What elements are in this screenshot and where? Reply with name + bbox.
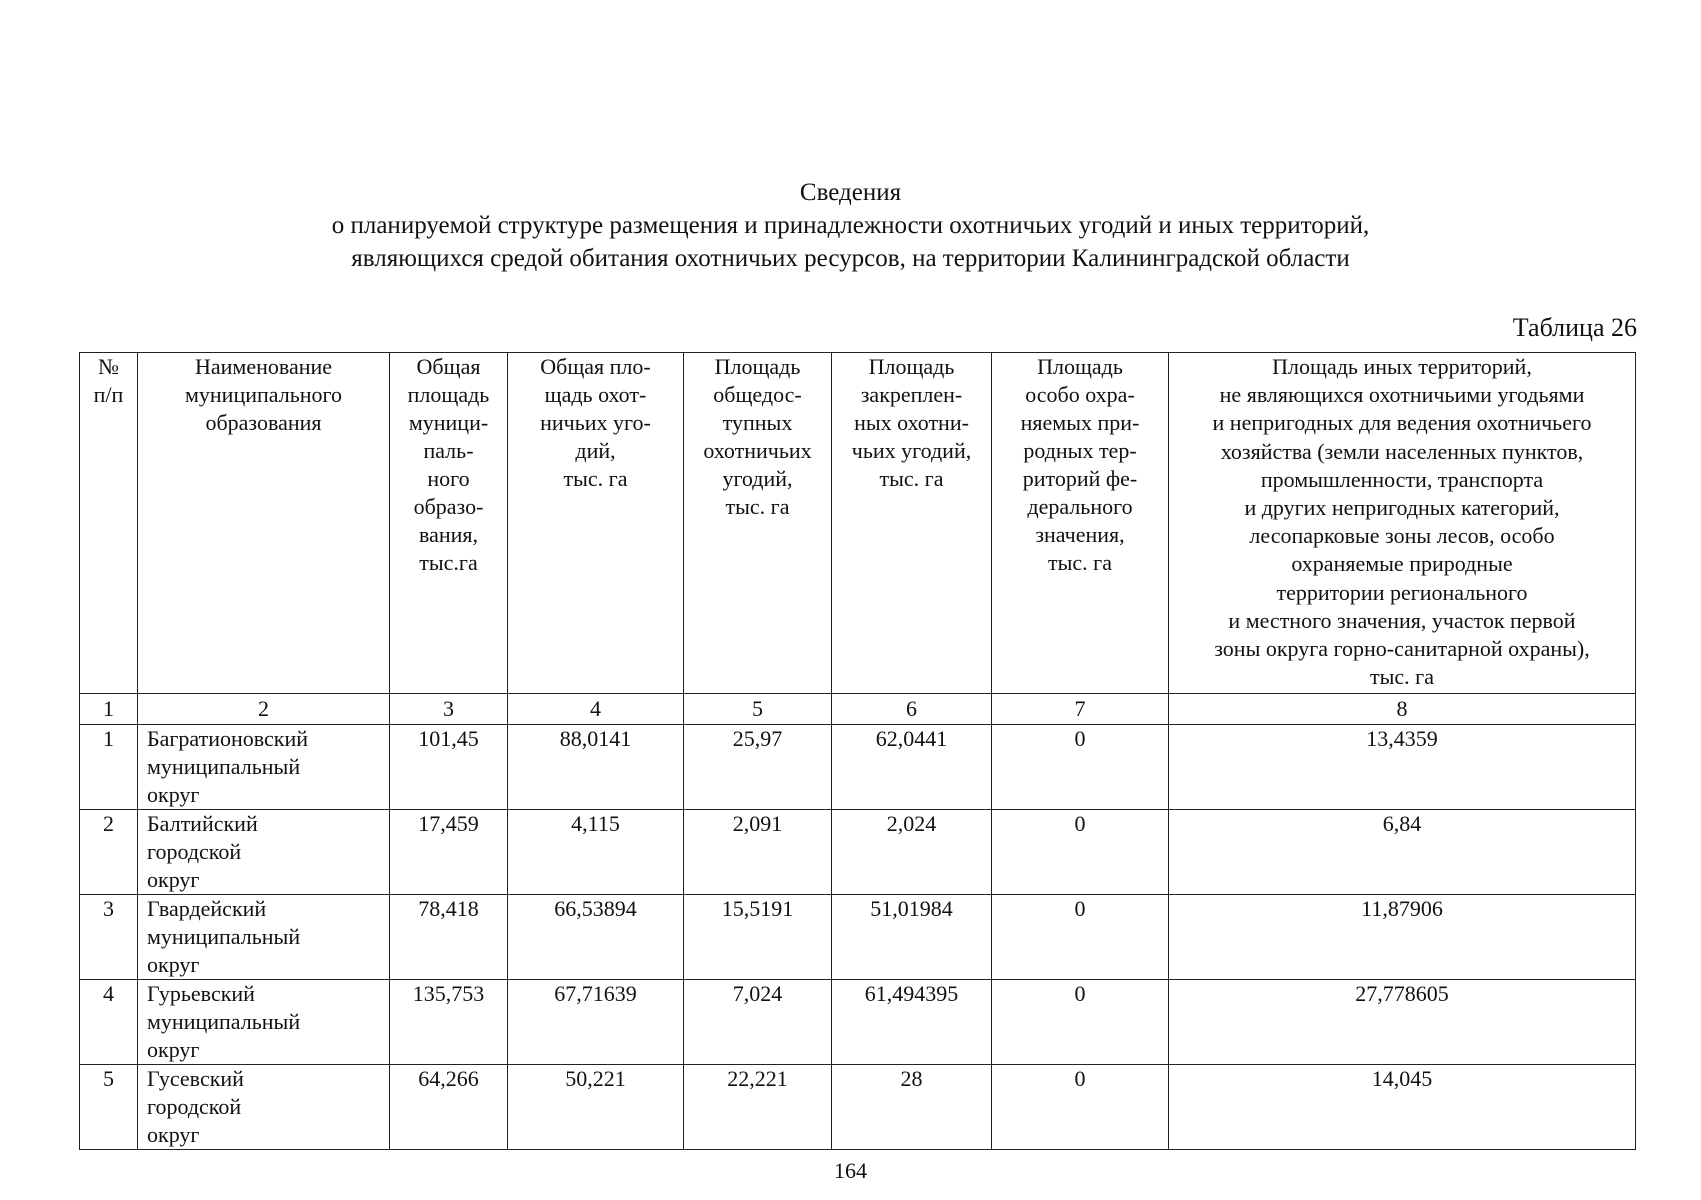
cell-text-line: городской <box>147 1094 242 1119</box>
title-line-2: о планируемой структуре размещения и принадлежности охотничьих угодий и иных территорий, <box>331 212 1370 239</box>
cell-text-line: Площадь <box>1037 354 1123 379</box>
other-area: 14,045 <box>1169 1065 1636 1150</box>
cell-text-line: Площадь <box>868 354 955 379</box>
row-number: 5 <box>80 1065 138 1150</box>
other-area: 13,4359 <box>1169 725 1636 810</box>
document-title <box>0 176 1701 275</box>
cell-text-line: тыс. га <box>1370 664 1434 690</box>
column-number: 1 <box>80 694 138 725</box>
cell-text-line: городской <box>147 839 242 864</box>
header-row <box>80 353 1636 694</box>
cell-text-line: паль- <box>423 438 474 463</box>
header-c7 <box>992 353 1169 694</box>
cell-text-line: закреплен- <box>860 382 963 407</box>
cell-text-line: Наименование <box>194 354 333 379</box>
header-c6 <box>832 353 992 694</box>
cell-text-line: округ <box>147 1122 200 1147</box>
cell-text-line: дерального <box>1027 494 1133 519</box>
cell-text-line: округ <box>147 1037 200 1062</box>
cell-text-line: № <box>98 354 119 379</box>
hunting-area: 50,221 <box>508 1065 684 1150</box>
cell-text-line: округ <box>147 952 200 977</box>
column-number: 4 <box>508 694 684 725</box>
cell-text-line: дий, <box>575 438 616 463</box>
table-row <box>80 980 1636 1065</box>
column-number: 5 <box>684 694 832 725</box>
cell-text-line: хозяйства (земли населенных пунктов, <box>1220 438 1584 464</box>
cell-text-line: вания, <box>418 522 479 547</box>
total-area: 135,753 <box>390 980 508 1065</box>
cell-text-line: ного <box>427 466 470 491</box>
cell-text-line: Гвардейский <box>147 896 267 921</box>
cell-text-line: образования <box>205 410 322 435</box>
cell-text-line: Общая пло- <box>540 354 651 379</box>
public-hunting-area: 7,024 <box>684 980 832 1065</box>
cell-text-line: тыс. га <box>563 466 628 491</box>
column-number: 6 <box>832 694 992 725</box>
protected-area: 0 <box>992 810 1169 895</box>
assigned-hunting-area: 61,494395 <box>832 980 992 1065</box>
cell-text-line: тыс. га <box>879 466 944 491</box>
column-number: 3 <box>390 694 508 725</box>
cell-text-line: п/п <box>93 382 124 407</box>
protected-area: 0 <box>992 1065 1169 1150</box>
protected-area: 0 <box>992 980 1169 1065</box>
cell-text-line: муници- <box>408 410 489 435</box>
assigned-hunting-area: 62,0441 <box>832 725 992 810</box>
assigned-hunting-area: 2,024 <box>832 810 992 895</box>
cell-text-line: Гусевский <box>147 1066 244 1091</box>
page-number: 164 <box>834 1158 867 1183</box>
cell-text-line: риторий фе- <box>1022 466 1138 491</box>
cell-text-line: не являющихся охотничьими угодьями <box>1219 382 1585 408</box>
cell-text-line: общедос- <box>713 382 802 407</box>
cell-text-line: охраняемые природные <box>1291 551 1513 577</box>
other-area: 6,84 <box>1169 810 1636 895</box>
header-c4 <box>508 353 684 694</box>
row-number: 2 <box>80 810 138 895</box>
cell-text-line: Гурьевский <box>147 981 255 1006</box>
cell-text-line: муниципальный <box>147 1009 301 1034</box>
cell-text-line: лесопарковые зоны лесов, особо <box>1249 523 1555 549</box>
cell-text-line: Багратионовский <box>147 726 309 751</box>
total-area: 78,418 <box>390 895 508 980</box>
assigned-hunting-area: 51,01984 <box>832 895 992 980</box>
municipality-name <box>138 980 390 1065</box>
title-line-3: являющихся средой обитания охотничьих ресурсов, на территории Калининградской области <box>351 245 1350 272</box>
header-c1 <box>80 353 138 694</box>
cell-text-line: чьих угодий, <box>851 438 972 463</box>
table-row <box>80 1065 1636 1150</box>
total-area: 101,45 <box>390 725 508 810</box>
cell-text-line: тыс.га <box>419 550 478 575</box>
header-c8 <box>1169 353 1636 694</box>
cell-text-line: особо охра- <box>1025 382 1135 407</box>
cell-text-line: площадь <box>407 382 490 407</box>
column-number-row <box>80 694 1636 725</box>
row-number: 3 <box>80 895 138 980</box>
cell-text-line: и других непригодных категорий, <box>1244 495 1560 521</box>
hunting-area: 4,115 <box>508 810 684 895</box>
cell-text-line: тыс. га <box>1048 550 1112 575</box>
cell-text-line: няемых при- <box>1020 410 1140 435</box>
total-area: 17,459 <box>390 810 508 895</box>
column-number: 2 <box>138 694 390 725</box>
table-row <box>80 810 1636 895</box>
header-c3 <box>390 353 508 694</box>
cell-text-line: Площадь <box>714 354 801 379</box>
cell-text-line: Площадь иных территорий, <box>1272 354 1532 379</box>
protected-area: 0 <box>992 725 1169 810</box>
other-area: 11,87906 <box>1169 895 1636 980</box>
header-c2 <box>138 353 390 694</box>
column-number: 8 <box>1169 694 1636 725</box>
cell-text-line: муниципального <box>184 382 342 407</box>
cell-text-line: ных охотни- <box>854 410 969 435</box>
data-table <box>79 352 1636 1150</box>
cell-text-line: промышленности, транспорта <box>1260 466 1544 492</box>
public-hunting-area: 25,97 <box>684 725 832 810</box>
municipality-name <box>138 810 390 895</box>
protected-area: 0 <box>992 895 1169 980</box>
title-line-1: Сведения <box>799 179 902 206</box>
public-hunting-area: 2,091 <box>684 810 832 895</box>
municipality-name <box>138 895 390 980</box>
row-number: 1 <box>80 725 138 810</box>
hunting-area: 66,53894 <box>508 895 684 980</box>
assigned-hunting-area: 28 <box>832 1065 992 1150</box>
cell-text-line: ничьих уго- <box>540 410 651 435</box>
cell-text-line: угодий, <box>722 466 793 491</box>
cell-text-line: территории регионального <box>1276 579 1528 605</box>
row-number: 4 <box>80 980 138 1065</box>
cell-text-line: округ <box>147 782 200 807</box>
header-c5 <box>684 353 832 694</box>
cell-text-line: зоны округа горно-санитарной охраны), <box>1214 636 1590 662</box>
table-row <box>80 725 1636 810</box>
hunting-area: 67,71639 <box>508 980 684 1065</box>
table-label: Таблица 26 <box>1512 313 1637 342</box>
other-area: 27,778605 <box>1169 980 1636 1065</box>
cell-text-line: Общая <box>416 354 481 379</box>
cell-text-line: округ <box>147 867 200 892</box>
public-hunting-area: 22,221 <box>684 1065 832 1150</box>
cell-text-line: родных тер- <box>1023 438 1137 463</box>
municipality-name <box>138 725 390 810</box>
cell-text-line: охотничьих <box>703 438 812 463</box>
cell-text-line: образо- <box>413 494 484 519</box>
cell-text-line: муниципальный <box>147 754 301 779</box>
hunting-area: 88,0141 <box>508 725 684 810</box>
cell-text-line: муниципальный <box>147 924 301 949</box>
cell-text-line: и местного значения, участок первой <box>1228 607 1576 633</box>
cell-text-line: Балтийский <box>147 811 258 836</box>
column-number: 7 <box>992 694 1169 725</box>
cell-text-line: значения, <box>1035 522 1125 547</box>
cell-text-line: тупных <box>722 410 793 435</box>
municipality-name <box>138 1065 390 1150</box>
total-area: 64,266 <box>390 1065 508 1150</box>
cell-text-line: тыс. га <box>725 494 790 519</box>
table-row <box>80 895 1636 980</box>
public-hunting-area: 15,5191 <box>684 895 832 980</box>
cell-text-line: и непригодных для ведения охотничьего <box>1212 410 1592 436</box>
cell-text-line: щадь охот- <box>544 382 647 407</box>
